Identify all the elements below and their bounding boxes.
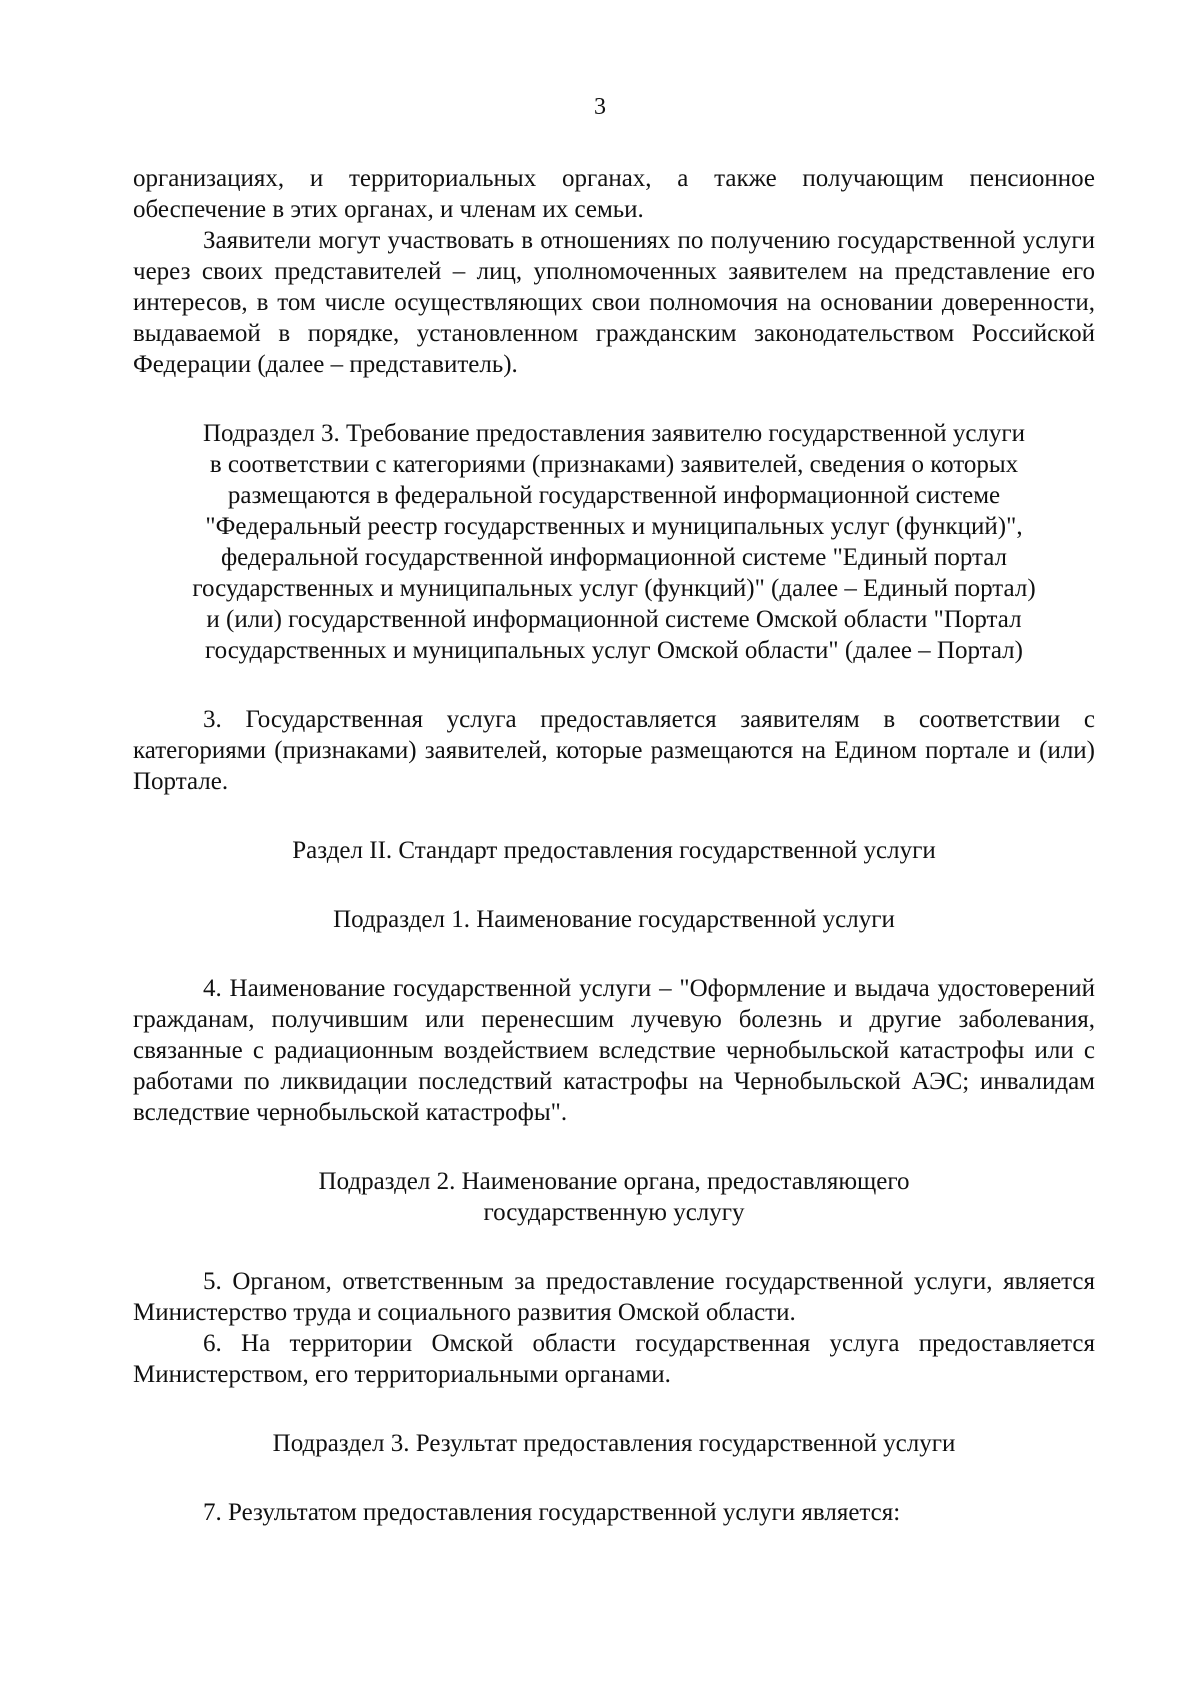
heading-line: государственную услугу — [483, 1199, 745, 1226]
subsection-2-heading — [133, 1166, 1095, 1228]
heading-line: государственных и муниципальных услуг (функций)" (далее – Единый портал) — [192, 575, 1036, 602]
page-number: 3 — [594, 94, 606, 120]
subsection-3-requirements-heading — [133, 418, 1095, 666]
document-body — [133, 163, 1095, 1528]
paragraph-4: 4. Наименование государственной услуги – "Оформление и выдача удостоверений гражданам, получившим или перенесшим лучевую болезнь и другие заболевания, связанные с радиационным воздействием вследствие чернобыльской катастрофы или с работами по ликвидации последствий катастрофы на Чернобыльской АЭС; инвалидам вследствие чернобыльской катастрофы". — [133, 975, 1095, 1126]
section-2-heading: Раздел II. Стандарт предоставления государственной услуги — [292, 837, 936, 864]
heading-line: "Федеральный реестр государственных и муниципальных услуг (функций)", — [205, 513, 1023, 540]
paragraph-3: 3. Государственная услуга предоставляется заявителям в соответствии с категориями (признаками) заявителей, которые размещаются на Едином портале и (или) Портале. — [133, 706, 1095, 795]
heading-line: Подраздел 2. Наименование органа, предоставляющего — [318, 1168, 910, 1195]
heading-line: размещаются в федеральной государственной информационной системе — [227, 482, 1001, 509]
paragraph-7: 7. Результатом предоставления государственной услуги является: — [203, 1499, 901, 1526]
heading-line: и (или) государственной информационной системе Омской области "Портал — [206, 606, 1022, 633]
paragraph-5: 5. Органом, ответственным за предоставление государственной услуги, является Министерство труда и социального развития Омской области. — [133, 1268, 1095, 1326]
paragraph-6: 6. На территории Омской области государственная услуга предоставляется Министерством, его территориальными органами. — [133, 1330, 1095, 1388]
subsection-3-result-heading: Подраздел 3. Результат предоставления государственной услуги — [272, 1430, 956, 1457]
paragraph-representatives: Заявители могут участвовать в отношениях по получению государственной услуги через своих представителей – лиц, уполномоченных заявителем на представление его интересов, в том числе осуществляющих свои полномочия на основании доверенности, выдаваемой в порядке, установленном гражданским законодательством Российской Федерации (далее – представитель). — [133, 227, 1095, 378]
heading-line: в соответствии с категориями (признаками) заявителей, сведения о которых — [209, 451, 1019, 478]
heading-line: Подраздел 3. Требование предоставления заявителю государственной услуги — [202, 420, 1026, 447]
heading-line: государственных и муниципальных услуг Омской области" (далее – Портал) — [205, 637, 1023, 664]
paragraph-continuation: организациях, и территориальных органах, а также получающим пенсионное обеспечение в этих органах, и членам их семьи. — [133, 165, 1095, 223]
subsection-1-heading: Подраздел 1. Наименование государственной услуги — [333, 906, 895, 933]
heading-line: федеральной государственной информационной системе "Единый портал — [220, 544, 1008, 571]
